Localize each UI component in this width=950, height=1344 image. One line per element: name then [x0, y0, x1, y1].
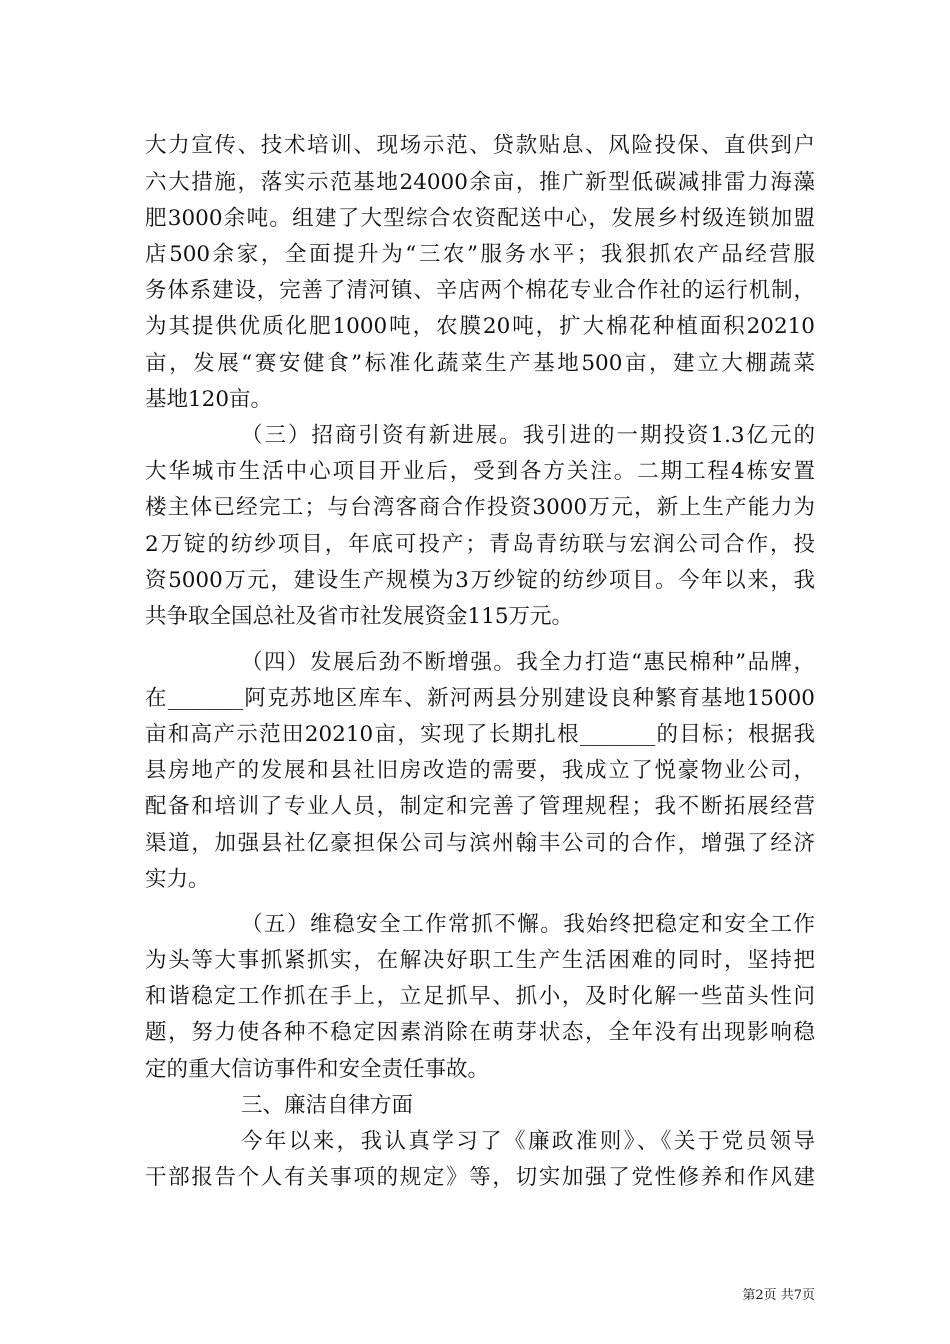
text-line: 肥3000余吨。组建了大型综合农资配送中心，发展乡村级连锁加盟 — [145, 206, 815, 231]
text-line: 为其提供优质化肥1000吨，农膜20吨，扩大棉花种植面积20210 — [145, 314, 815, 339]
text-line: 配备和培训了专业人员，制定和完善了管理规程；我不断拓展经营 — [145, 794, 815, 819]
text-line: 共争取全国总社及省市社发展资金115万元。 — [145, 604, 574, 629]
text-line: 大华城市生活中心项目开业后，受到各方关注。二期工程4栋安置 — [145, 459, 815, 484]
text-line: 干部报告个人有关事项的规定》等，切实加强了党性修养和作风建 — [145, 1165, 815, 1190]
text-line: 为头等大事抓紧抓实，在解决好职工生产生活困难的同时，坚持把 — [145, 948, 815, 973]
text-line: 在_______阿克苏地区库车、新河两县分别建设良种繁育基地15000 — [145, 686, 815, 711]
text-line: 资5000万元，建设生产规模为3万纱锭的纺纱项目。今年以来，我 — [145, 568, 815, 593]
text-line: 店500余家，全面提升为“三农”服务水平；我狠抓农产品经营服 — [145, 242, 815, 267]
page-number-footer: 第2页 共7页 — [742, 1288, 815, 1303]
text-line: 县房地产的发展和县社旧房改造的需要，我成立了悦豪物业公司， — [145, 758, 815, 783]
text-line: 务体系建设，完善了清河镇、辛店两个棉花专业合作社的运行机制， — [145, 278, 815, 303]
text-line: 大力宣传、技术培训、现场示范、贷款贴息、风险投保、直供到户 — [145, 133, 815, 158]
text-line: 今年以来，我认真学习了《廉政准则》、《关于党员领导 — [241, 1129, 815, 1154]
text-line: 题，努力使各种不稳定因素消除在萌芽状态，全年没有出现影响稳 — [145, 1020, 815, 1045]
section-heading-3: （三）招商引资有新进展。我引进的一期投资1.3亿元的 — [241, 423, 815, 448]
text-line: 实力。 — [145, 867, 210, 892]
text-line: 定的重大信访事件和安全责任事故。 — [145, 1057, 490, 1082]
section-heading-4: （四）发展后劲不断增强。我全力打造“惠民棉种”品牌， — [241, 650, 815, 675]
text-line: 基地120亩。 — [145, 387, 273, 412]
text-line: 2万锭的纺纱项目，年底可投产；青岛青纺联与宏润公司合作，投 — [145, 532, 815, 557]
text-line: 和谐稳定工作抓在手上，立足抓早、抓小，及时化解一些苗头性问 — [145, 984, 815, 1009]
text-line: 亩和高产示范田20210亩，实现了长期扎根_______的目标；根据我 — [145, 722, 815, 747]
text-line: 楼主体已经完工；与台湾客商合作投资3000万元，新上生产能力为 — [145, 495, 815, 520]
text-line: 亩，发展“赛安健食”标准化蔬菜生产基地500亩，建立大棚蔬菜 — [145, 351, 815, 376]
section-heading-5: （五）维稳安全工作常抓不懈。我始终把稳定和安全工作 — [241, 912, 815, 937]
text-line: 六大措施，落实示范基地24000余亩，推广新型低碳减排雷力海藻 — [145, 170, 815, 195]
text-line: 渠道，加强县社亿豪担保公司与滨州翰丰公司的合作，增强了经济 — [145, 831, 815, 856]
section-heading-three: 三、廉洁自律方面 — [241, 1093, 414, 1118]
